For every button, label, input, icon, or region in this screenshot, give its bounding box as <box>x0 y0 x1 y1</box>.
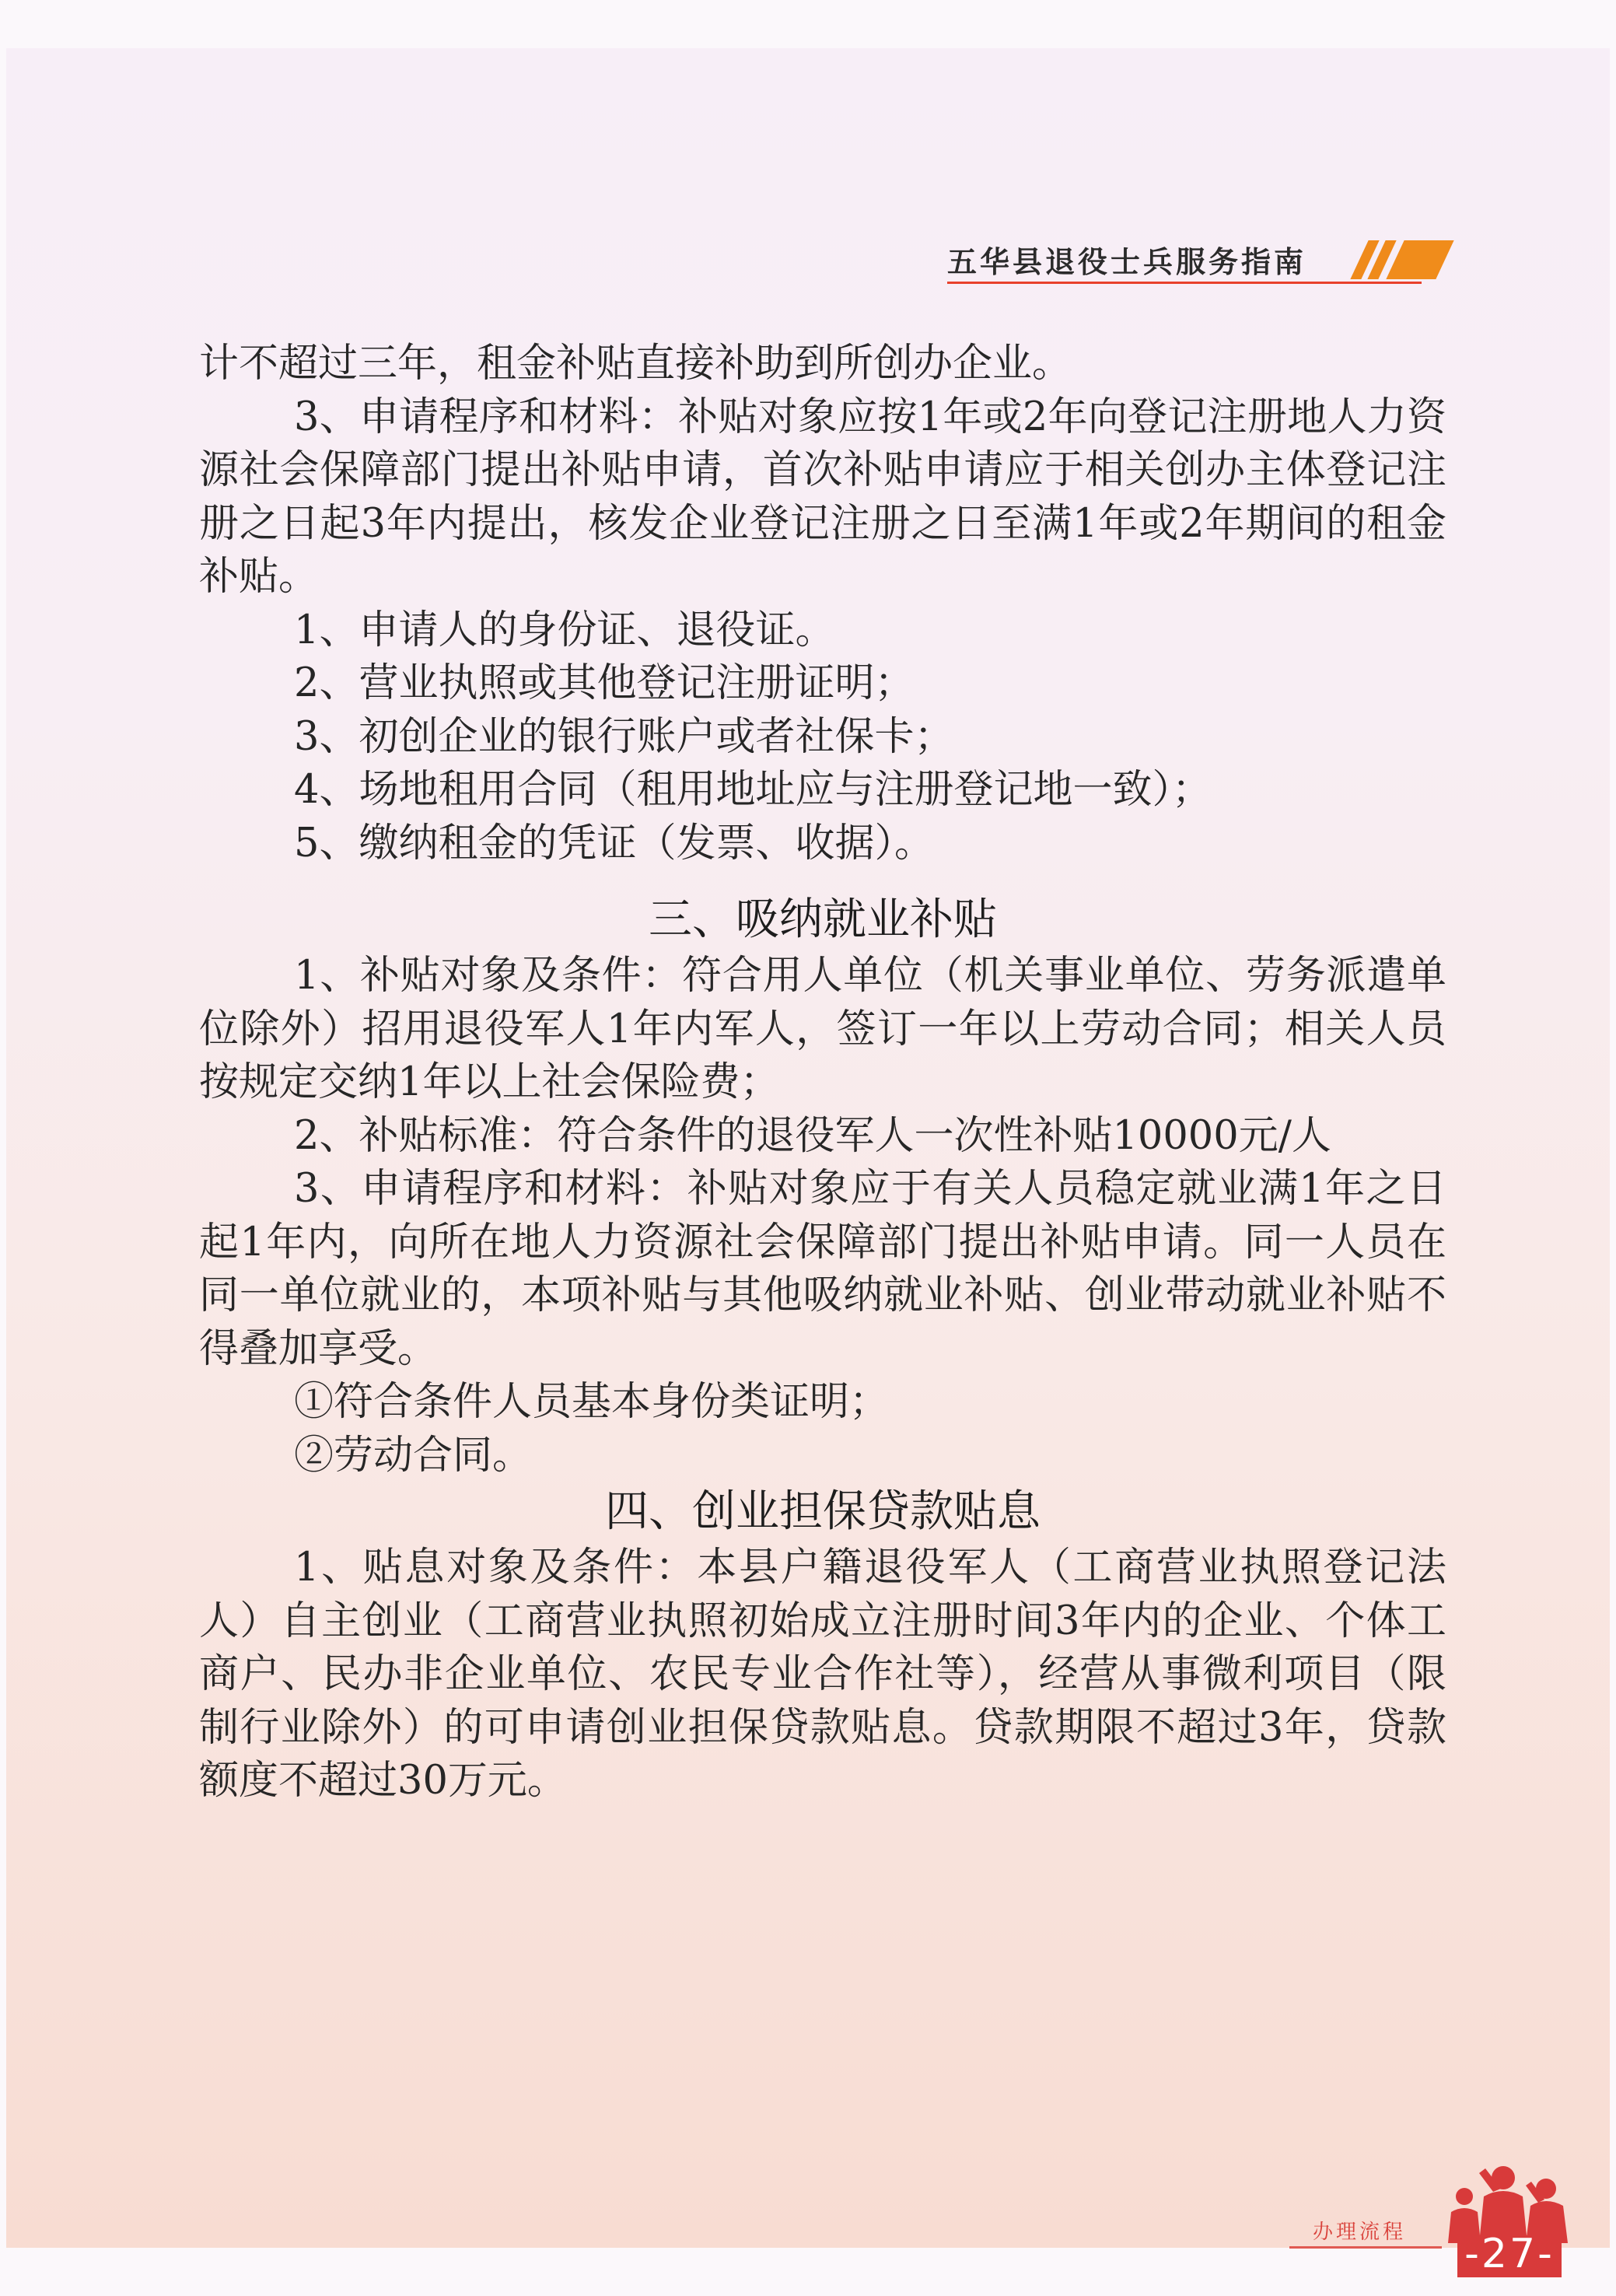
body-text <box>199 338 1446 1808</box>
page-number: -27- <box>1464 2231 1555 2277</box>
list-item: 5、缴纳租金的凭证（发票、收据）。 <box>294 820 934 866</box>
list-item: ①符合条件人员基本身份类证明； <box>294 1379 890 1425</box>
header-title: 五华县退役士兵服务指南 <box>947 245 1307 279</box>
header-rule <box>947 282 1422 284</box>
list-item: ②劳动合同。 <box>294 1432 533 1479</box>
page <box>6 48 1610 2277</box>
paragraph: 计不超过三年，租金补贴直接补助到所创办企业。 <box>199 341 1072 387</box>
list-item: 1、申请人的身份证、退役证。 <box>294 607 835 653</box>
list-item: 4、场地租用合同（租用地址应与注册登记地一致）； <box>294 767 1212 813</box>
footer-rule <box>1289 2246 1442 2249</box>
paragraph: 2、补贴标准：符合条件的退役军人一次性补贴10000元/人 <box>294 1112 1331 1159</box>
section-heading-3: 三、吸纳就业补贴 <box>649 894 997 945</box>
paragraph: 3、申请程序和材料：补贴对象应于有关人员稳定就业满1年之日起1年内，向所在地人力资源社会保障部门提出补贴申请。同一人员在同一单位就业的，本项补贴与其他吸纳就业补贴、创业带动就业补贴不得叠加享受。 <box>199 1166 1446 1372</box>
paragraph: 1、补贴对象及条件：符合用人单位（机关事业单位、劳务派遣单位除外）招用退役军人1年内军人，签订一年以上劳动合同；相关人员按规定交纳1年以上社会保险费； <box>199 953 1446 1105</box>
footer-section-label: 办理流程 <box>1313 2221 1407 2244</box>
list-item: 2、营业执照或其他登记注册证明； <box>294 660 915 706</box>
paragraph: 1、贴息对象及条件：本县户籍退役军人（工商营业执照登记法人）自主创业（工商营业执照初始成立注册时间3年内的企业、个体工商户、民办非企业单位、农民专业合作社等），经营从事微利项目（限制行业除外）的可申请创业担保贷款贴息。贷款期限不超过3年，贷款额度不超过30万元。 <box>199 1545 1446 1804</box>
list-item: 3、初创企业的银行账户或者社保卡； <box>294 713 954 760</box>
paragraph: 3、申请程序和材料：补贴对象应按1年或2年向登记注册地人力资源社会保障部门提出补贴申请，首次补贴申请应于相关创办主体登记注册之日起3年内提出，核发企业登记注册之日至满1年或2年期间的租金补贴。 <box>199 394 1446 600</box>
section-heading-4: 四、创业担保贷款贴息 <box>605 1486 1041 1537</box>
